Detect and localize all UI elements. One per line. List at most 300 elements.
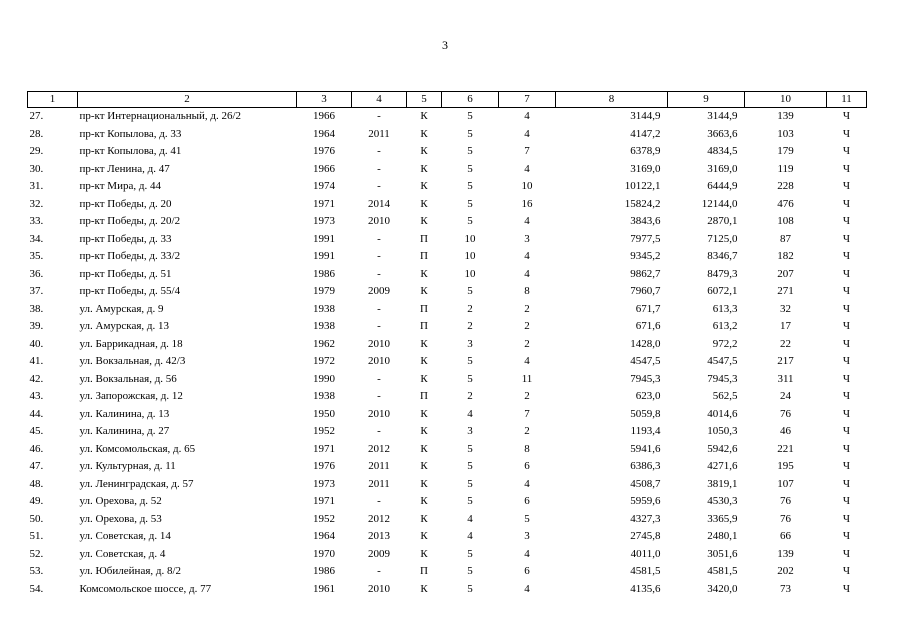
year-built-cell: 1966	[313, 162, 335, 175]
living-area-cell: 3144,9	[707, 110, 738, 123]
year-built-cell: 1970	[313, 547, 335, 560]
floors-cell: 10	[464, 267, 476, 280]
row-number-cell: 43.	[29, 390, 44, 403]
ownership-cell: Ч	[842, 547, 851, 560]
ownership-cell: Ч	[842, 197, 851, 210]
floors-cell: 5	[467, 565, 473, 578]
living-area-cell: 3663,6	[707, 127, 738, 140]
total-area-cell: 7977,5	[630, 232, 661, 245]
address-cell: ул. Баррикадная, д. 18	[79, 337, 183, 350]
wall-material-cell: П	[420, 320, 428, 333]
table-row	[28, 371, 867, 389]
table-row	[28, 388, 867, 406]
wall-material-cell: П	[420, 565, 428, 578]
floors-cell: 5	[467, 547, 473, 560]
ownership-cell: Ч	[842, 267, 851, 280]
floors-cell: 5	[467, 145, 473, 158]
living-area-cell: 6444,9	[707, 180, 738, 193]
table-row	[28, 196, 867, 214]
floors-cell: 2	[467, 320, 473, 333]
total-area-cell: 671,7	[635, 302, 661, 315]
table-row	[28, 126, 867, 144]
row-number-cell: 30.	[29, 162, 44, 175]
table-row	[28, 423, 867, 441]
floors-cell: 3	[467, 337, 473, 350]
residents-cell: 179	[777, 145, 794, 158]
wall-material-cell: К	[420, 180, 428, 193]
table-row	[28, 441, 867, 459]
table-row	[28, 231, 867, 249]
year-renovated-cell: -	[377, 232, 381, 245]
year-built-cell: 1952	[313, 425, 335, 438]
floors-cell: 5	[467, 442, 473, 455]
row-number-cell: 28.	[29, 127, 44, 140]
year-built-cell: 1976	[313, 145, 335, 158]
floors-cell: 5	[467, 355, 473, 368]
year-renovated-cell: 2013	[368, 530, 390, 543]
floors-cell: 5	[467, 127, 473, 140]
total-area-cell: 4547,5	[630, 355, 661, 368]
ownership-cell: Ч	[842, 127, 851, 140]
residents-cell: 476	[777, 197, 794, 210]
total-area-cell: 1428,0	[630, 337, 661, 350]
entrances-cell: 4	[524, 355, 530, 368]
entrances-cell: 8	[524, 285, 530, 298]
entrances-cell: 4	[524, 215, 530, 228]
year-renovated-cell: 2011	[368, 477, 390, 490]
entrances-cell: 2	[524, 302, 530, 315]
residents-cell: 103	[777, 127, 794, 140]
year-built-cell: 1971	[313, 442, 335, 455]
living-area-cell: 4271,6	[707, 460, 738, 473]
entrances-cell: 4	[524, 127, 530, 140]
address-cell: пр-кт Ленина, д. 47	[79, 162, 170, 175]
ownership-cell: Ч	[842, 477, 851, 490]
entrances-cell: 4	[524, 110, 530, 123]
residents-cell: 311	[777, 372, 794, 385]
total-area-cell: 7945,3	[630, 372, 661, 385]
residents-cell: 32	[780, 302, 791, 315]
wall-material-cell: К	[420, 285, 428, 298]
entrances-cell: 4	[524, 582, 530, 595]
living-area-cell: 4014,6	[707, 407, 738, 420]
wall-material-cell: К	[420, 425, 428, 438]
total-area-cell: 10122,1	[624, 180, 661, 193]
row-number-cell: 38.	[29, 302, 44, 315]
year-renovated-cell: -	[377, 390, 381, 403]
living-area-cell: 8346,7	[707, 250, 738, 263]
row-number-cell: 42.	[29, 372, 44, 385]
living-area-cell: 613,2	[712, 320, 738, 333]
row-number-cell: 35.	[29, 250, 44, 263]
wall-material-cell: К	[420, 442, 428, 455]
address-cell: пр-кт Победы, д. 20	[79, 197, 172, 210]
total-area-cell: 3144,9	[630, 110, 661, 123]
total-area-cell: 2745,8	[630, 530, 661, 543]
address-cell: ул. Советская, д. 4	[79, 547, 166, 560]
table-row	[28, 266, 867, 284]
total-area-cell: 9862,7	[630, 267, 661, 280]
total-area-cell: 5941,6	[630, 442, 661, 455]
living-area-cell: 972,2	[712, 337, 738, 350]
year-renovated-cell: -	[377, 162, 381, 175]
ownership-cell: Ч	[842, 302, 851, 315]
year-renovated-cell: -	[377, 250, 381, 263]
row-number-cell: 45.	[29, 425, 44, 438]
table-row	[28, 318, 867, 336]
ownership-cell: Ч	[842, 250, 851, 263]
living-area-cell: 12144,0	[701, 197, 738, 210]
header-cell: 11	[827, 92, 867, 108]
address-cell: ул. Калинина, д. 27	[79, 425, 170, 438]
ownership-cell: Ч	[842, 530, 851, 543]
residents-cell: 87	[780, 232, 791, 245]
total-area-cell: 5959,6	[630, 495, 661, 508]
floors-cell: 5	[467, 197, 473, 210]
residents-cell: 217	[777, 355, 794, 368]
address-cell: Комсомольское шоссе, д. 77	[79, 582, 212, 595]
year-built-cell: 1990	[313, 372, 335, 385]
residents-cell: 108	[777, 215, 794, 228]
living-area-cell: 4834,5	[707, 145, 738, 158]
total-area-cell: 1193,4	[630, 425, 661, 438]
total-area-cell: 6386,3	[630, 460, 661, 473]
living-area-cell: 3365,9	[707, 512, 738, 525]
page-number: 3	[442, 38, 448, 52]
ownership-cell: Ч	[842, 442, 851, 455]
row-number-cell: 50.	[29, 512, 44, 525]
year-built-cell: 1938	[313, 390, 335, 403]
wall-material-cell: К	[420, 110, 428, 123]
wall-material-cell: К	[420, 512, 428, 525]
address-cell: пр-кт Победы, д. 55/4	[79, 285, 181, 298]
row-number-cell: 27.	[29, 110, 44, 123]
entrances-cell: 11	[521, 372, 533, 385]
living-area-cell: 562,5	[712, 390, 738, 403]
header-cell: 7	[499, 92, 556, 108]
living-area-cell: 5942,6	[707, 442, 738, 455]
floors-cell: 5	[467, 582, 473, 595]
year-renovated-cell: -	[377, 495, 381, 508]
ownership-cell: Ч	[842, 285, 851, 298]
entrances-cell: 7	[524, 407, 530, 420]
year-renovated-cell: -	[377, 320, 381, 333]
year-renovated-cell: 2010	[368, 355, 390, 368]
year-built-cell: 1991	[313, 232, 335, 245]
floors-cell: 3	[467, 425, 473, 438]
total-area-cell: 5059,8	[630, 407, 661, 420]
ownership-cell: Ч	[842, 337, 851, 350]
row-number-cell: 48.	[29, 477, 44, 490]
residents-cell: 271	[777, 285, 794, 298]
year-built-cell: 1952	[313, 512, 335, 525]
year-built-cell: 1971	[313, 197, 335, 210]
year-renovated-cell: 2010	[368, 337, 390, 350]
ownership-cell: Ч	[842, 162, 851, 175]
wall-material-cell: К	[420, 477, 428, 490]
wall-material-cell: К	[420, 372, 428, 385]
wall-material-cell: П	[420, 302, 428, 315]
table-row	[28, 248, 867, 266]
year-renovated-cell: -	[377, 110, 381, 123]
ownership-cell: Ч	[842, 407, 851, 420]
address-cell: ул. Орехова, д. 53	[79, 512, 162, 525]
total-area-cell: 4135,6	[630, 582, 661, 595]
entrances-cell: 4	[524, 250, 530, 263]
residents-cell: 66	[780, 530, 791, 543]
entrances-cell: 6	[524, 460, 530, 473]
ownership-cell: Ч	[842, 145, 851, 158]
year-built-cell: 1971	[313, 495, 335, 508]
residents-cell: 139	[777, 110, 794, 123]
address-cell: ул. Юбилейная, д. 8/2	[79, 565, 182, 578]
year-renovated-cell: 2010	[368, 407, 390, 420]
housing-table	[27, 91, 867, 598]
floors-cell: 4	[467, 407, 473, 420]
row-number-cell: 54.	[29, 582, 44, 595]
row-number-cell: 44.	[29, 407, 44, 420]
ownership-cell: Ч	[842, 372, 851, 385]
year-built-cell: 1964	[313, 530, 335, 543]
table-row	[28, 178, 867, 196]
address-cell: ул. Амурская, д. 9	[79, 302, 164, 315]
year-built-cell: 1964	[313, 127, 335, 140]
ownership-cell: Ч	[842, 512, 851, 525]
table-row	[28, 161, 867, 179]
residents-cell: 202	[777, 565, 794, 578]
wall-material-cell: К	[420, 407, 428, 420]
residents-cell: 46	[780, 425, 791, 438]
total-area-cell: 4147,2	[630, 127, 661, 140]
row-number-cell: 29.	[29, 145, 44, 158]
residents-cell: 195	[777, 460, 794, 473]
entrances-cell: 4	[524, 162, 530, 175]
residents-cell: 228	[777, 180, 794, 193]
entrances-cell: 3	[524, 232, 530, 245]
table-row	[28, 493, 867, 511]
wall-material-cell: К	[420, 162, 428, 175]
header-cell: 10	[745, 92, 827, 108]
total-area-cell: 623,0	[635, 390, 661, 403]
year-renovated-cell: -	[377, 180, 381, 193]
address-cell: ул. Запорожская, д. 12	[79, 390, 183, 403]
entrances-cell: 2	[524, 390, 530, 403]
total-area-cell: 4581,5	[630, 565, 661, 578]
year-renovated-cell: 2012	[368, 442, 390, 455]
total-area-cell: 15824,2	[624, 197, 661, 210]
residents-cell: 107	[777, 477, 794, 490]
living-area-cell: 2480,1	[707, 530, 738, 543]
residents-cell: 182	[777, 250, 794, 263]
entrances-cell: 4	[524, 547, 530, 560]
row-number-cell: 37.	[29, 285, 44, 298]
floors-cell: 2	[467, 390, 473, 403]
living-area-cell: 3169,0	[707, 162, 738, 175]
header-cell: 8	[556, 92, 668, 108]
year-built-cell: 1961	[313, 582, 335, 595]
wall-material-cell: П	[420, 232, 428, 245]
total-area-cell: 3169,0	[630, 162, 661, 175]
row-number-cell: 40.	[29, 337, 44, 350]
row-number-cell: 53.	[29, 565, 44, 578]
table-row	[28, 581, 867, 599]
year-built-cell: 1986	[313, 267, 335, 280]
table-row	[28, 353, 867, 371]
ownership-cell: Ч	[842, 215, 851, 228]
year-built-cell: 1972	[313, 355, 335, 368]
wall-material-cell: К	[420, 355, 428, 368]
year-built-cell: 1938	[313, 302, 335, 315]
residents-cell: 207	[777, 267, 794, 280]
year-built-cell: 1950	[313, 407, 335, 420]
ownership-cell: Ч	[842, 180, 851, 193]
entrances-cell: 4	[524, 477, 530, 490]
wall-material-cell: П	[420, 250, 428, 263]
entrances-cell: 5	[524, 512, 530, 525]
row-number-cell: 32.	[29, 197, 44, 210]
residents-cell: 24	[780, 390, 791, 403]
wall-material-cell: К	[420, 215, 428, 228]
living-area-cell: 613,3	[712, 302, 738, 315]
address-cell: ул. Советская, д. 14	[79, 530, 171, 543]
living-area-cell: 4581,5	[707, 565, 738, 578]
total-area-cell: 4011,0	[630, 547, 661, 560]
living-area-cell: 7945,3	[707, 372, 738, 385]
year-renovated-cell: -	[377, 145, 381, 158]
table-row	[28, 511, 867, 529]
living-area-cell: 3420,0	[707, 582, 738, 595]
year-built-cell: 1966	[313, 110, 335, 123]
row-number-cell: 33.	[29, 215, 44, 228]
year-renovated-cell: 2010	[368, 582, 390, 595]
living-area-cell: 3819,1	[707, 477, 738, 490]
table-row	[28, 528, 867, 546]
row-number-cell: 41.	[29, 355, 44, 368]
ownership-cell: Ч	[842, 565, 851, 578]
address-cell: пр-кт Копылова, д. 33	[79, 127, 182, 140]
floors-cell: 10	[464, 232, 476, 245]
year-renovated-cell: 2014	[368, 197, 390, 210]
residents-cell: 76	[780, 495, 791, 508]
year-renovated-cell: -	[377, 425, 381, 438]
address-cell: ул. Вокзальная, д. 56	[79, 372, 177, 385]
residents-cell: 76	[780, 512, 791, 525]
address-cell: пр-кт Победы, д. 51	[79, 267, 172, 280]
address-cell: ул. Вокзальная, д. 42/3	[79, 355, 186, 368]
header-cell: 4	[352, 92, 407, 108]
total-area-cell: 671,6	[635, 320, 661, 333]
address-cell: ул. Калинина, д. 13	[79, 407, 170, 420]
row-number-cell: 52.	[29, 547, 44, 560]
table-row	[28, 283, 867, 301]
year-built-cell: 1962	[313, 337, 335, 350]
ownership-cell: Ч	[842, 495, 851, 508]
table-row	[28, 336, 867, 354]
residents-cell: 76	[780, 407, 791, 420]
address-cell: ул. Ленинградская, д. 57	[79, 477, 194, 490]
year-renovated-cell: -	[377, 565, 381, 578]
table-row	[28, 301, 867, 319]
residents-cell: 17	[780, 320, 791, 333]
living-area-cell: 3051,6	[707, 547, 738, 560]
total-area-cell: 4327,3	[630, 512, 661, 525]
total-area-cell: 9345,2	[630, 250, 661, 263]
entrances-cell: 16	[521, 197, 533, 210]
wall-material-cell: К	[420, 145, 428, 158]
row-number-cell: 51.	[29, 530, 44, 543]
address-cell: пр-кт Победы, д. 33	[79, 232, 172, 245]
year-built-cell: 1976	[313, 460, 335, 473]
living-area-cell: 4547,5	[707, 355, 738, 368]
living-area-cell: 7125,0	[707, 232, 738, 245]
floors-cell: 5	[467, 110, 473, 123]
year-renovated-cell: -	[377, 302, 381, 315]
ownership-cell: Ч	[842, 425, 851, 438]
table-body	[28, 108, 867, 599]
ownership-cell: Ч	[842, 110, 851, 123]
living-area-cell: 1050,3	[707, 425, 738, 438]
ownership-cell: Ч	[842, 232, 851, 245]
floors-cell: 5	[467, 460, 473, 473]
ownership-cell: Ч	[842, 320, 851, 333]
header-cell: 5	[407, 92, 442, 108]
row-number-cell: 46.	[29, 442, 44, 455]
entrances-cell: 7	[524, 145, 530, 158]
year-built-cell: 1986	[313, 565, 335, 578]
ownership-cell: Ч	[842, 460, 851, 473]
header-cell: 6	[442, 92, 499, 108]
year-built-cell: 1973	[313, 477, 335, 490]
row-number-cell: 36.	[29, 267, 44, 280]
table-row	[28, 546, 867, 564]
entrances-cell: 4	[524, 267, 530, 280]
living-area-cell: 2870,1	[707, 215, 738, 228]
address-cell: пр-кт Копылова, д. 41	[79, 145, 182, 158]
wall-material-cell: К	[420, 460, 428, 473]
address-cell: ул. Культурная, д. 11	[79, 460, 176, 473]
entrances-cell: 6	[524, 495, 530, 508]
table-row	[28, 143, 867, 161]
header-cell: 3	[297, 92, 352, 108]
wall-material-cell: П	[420, 390, 428, 403]
wall-material-cell: К	[420, 547, 428, 560]
table-row	[28, 563, 867, 581]
address-cell: пр-кт Интернациональный, д. 26/2	[79, 110, 242, 123]
row-number-cell: 31.	[29, 180, 44, 193]
total-area-cell: 3843,6	[630, 215, 661, 228]
floors-cell: 5	[467, 477, 473, 490]
table-row	[28, 458, 867, 476]
row-number-cell: 34.	[29, 232, 44, 245]
entrances-cell: 6	[524, 565, 530, 578]
entrances-cell: 2	[524, 320, 530, 333]
year-built-cell: 1991	[313, 250, 335, 263]
year-built-cell: 1938	[313, 320, 335, 333]
ownership-cell: Ч	[842, 390, 851, 403]
header-row	[28, 92, 867, 108]
wall-material-cell: К	[420, 495, 428, 508]
year-renovated-cell: 2010	[368, 215, 390, 228]
year-renovated-cell: 2009	[368, 547, 390, 560]
table-row	[28, 108, 867, 126]
year-built-cell: 1974	[313, 180, 335, 193]
entrances-cell: 10	[521, 180, 533, 193]
entrances-cell: 2	[524, 425, 530, 438]
wall-material-cell: К	[420, 197, 428, 210]
wall-material-cell: К	[420, 127, 428, 140]
address-cell: пр-кт Победы, д. 20/2	[79, 215, 181, 228]
floors-cell: 5	[467, 495, 473, 508]
